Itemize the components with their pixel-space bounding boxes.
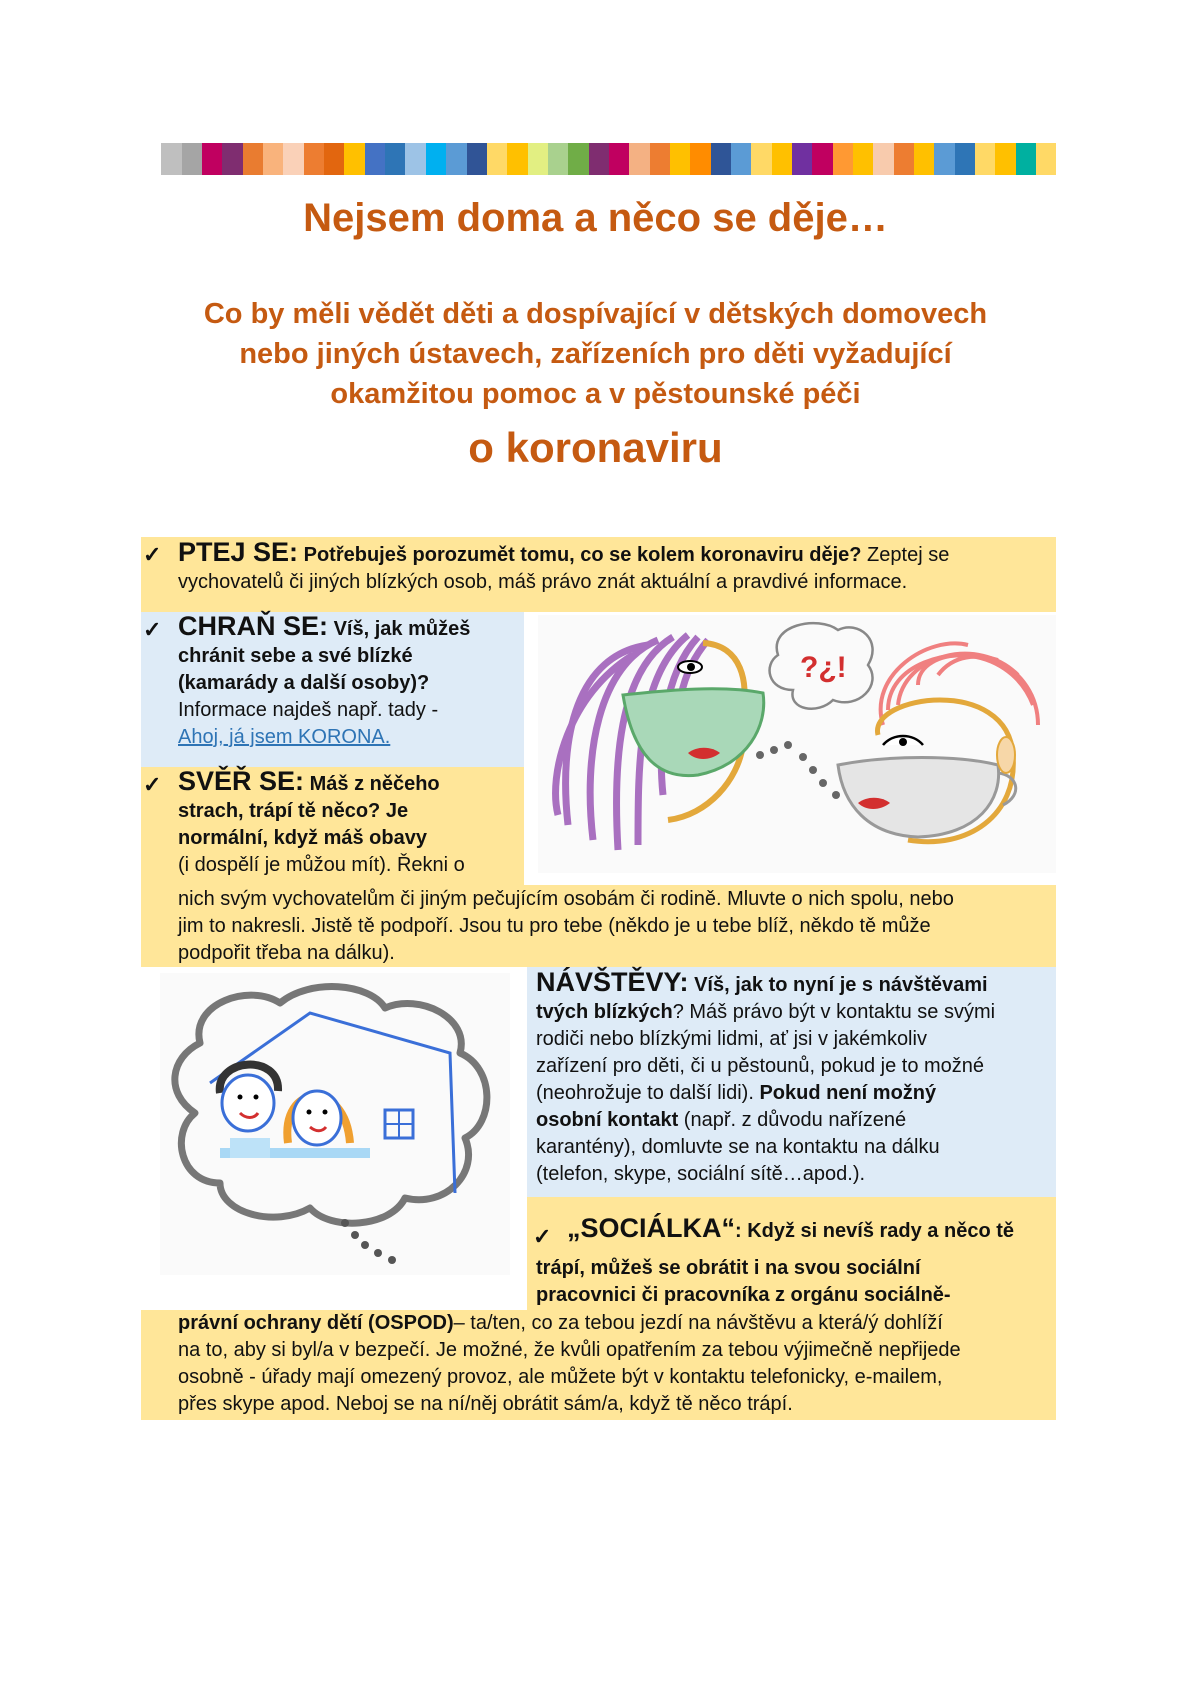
socialka-b4: právní ochrany dětí (OSPOD) [178, 1312, 454, 1334]
stripe-segment [222, 143, 242, 175]
stripe-segment [955, 143, 975, 175]
stripe-segment [914, 143, 934, 175]
navstevy-l5: (neohrožuje to další lidi). [536, 1082, 760, 1104]
sver-se-text [178, 768, 518, 879]
stripe-segment [690, 143, 710, 175]
socialka-b2: trápí, můžeš se obrátit i na svou sociální [536, 1257, 921, 1279]
check-icon: ✓ [143, 617, 162, 642]
stripe-segment [975, 143, 995, 175]
stripe-segment [812, 143, 832, 175]
chran-se-heading: CHRAŇ SE: [178, 611, 329, 641]
check-icon: ✓ [143, 542, 162, 567]
stripe-segment [202, 143, 222, 175]
masked-faces-illustration [538, 615, 1056, 873]
socialka-text-wide [178, 1310, 1058, 1418]
stripe-segment [1036, 143, 1056, 175]
ptej-se-question: Potřebuješ porozumět tomu, co se kolem koronaviru děje? [303, 544, 862, 566]
stripe-segment [589, 143, 609, 175]
navstevy-l7: karantény), domluvte se na kontaktu na dálku [536, 1136, 940, 1158]
subtitle-line: Co by měli vědět děti a dospívající v dětských domovech [203, 298, 988, 330]
navstevy-l5b: Pokud není možný [759, 1082, 937, 1104]
ptej-se-text1: Zeptej se [861, 544, 950, 566]
stripe-segment [772, 143, 792, 175]
stripe-segment [304, 143, 324, 175]
color-stripe [141, 143, 1077, 175]
socialka-text [567, 1215, 1062, 1245]
sver-se-bold3: normální, když máš obavy [178, 827, 427, 849]
stripe-segment [731, 143, 751, 175]
stripe-segment [528, 143, 548, 175]
navstevy-l2: ? Máš právo být v kontaktu se svými [672, 1001, 996, 1023]
stripe-segment [161, 143, 181, 175]
stripe-segment [568, 143, 588, 175]
stripe-segment [426, 143, 446, 175]
navstevy-l4: zařízení pro děti, či u pěstounů, pokud je to možné [536, 1055, 985, 1077]
sver-se-text-wide [178, 886, 1058, 967]
page-subtitle [100, 294, 1091, 414]
navstevy-l2b: tvých blízkých [536, 1001, 673, 1023]
chran-se-info: Informace najdeš např. tady - [178, 699, 439, 721]
stripe-segment [609, 143, 629, 175]
subtitle-line: okamžitou pomoc a v pěstounské péči [330, 378, 861, 410]
sver-se-text3: jim to nakresli. Jistě tě podpoří. Jsou tu pro tebe (někdo je u tebe blíž, někdo tě může [178, 915, 931, 937]
stripe-segment [670, 143, 690, 175]
chran-se-bold1: Víš, jak můžeš [333, 618, 471, 640]
stripe-segment [833, 143, 853, 175]
family-house-illustration [160, 973, 510, 1275]
stripe-segment [853, 143, 873, 175]
korona-link[interactable]: Ahoj, já jsem KORONA. [178, 726, 391, 748]
page-title: Nejsem doma a něco se děje… [303, 196, 888, 240]
sver-se-heading: SVĚŘ SE: [178, 766, 305, 796]
stripe-segment [141, 143, 161, 175]
socialka-heading: „SOCIÁLKA“ [567, 1213, 735, 1243]
chran-se-bold3: (kamarády a další osoby)? [178, 672, 430, 694]
stripe-segment [934, 143, 954, 175]
chran-se-bold2: chránit sebe a své blízké [178, 645, 413, 667]
sver-se-text1: (i dospělí je můžou mít). Řekni o [178, 854, 465, 876]
stripe-segment [629, 143, 649, 175]
stripe-segment [467, 143, 487, 175]
socialka-t5: na to, aby si byl/a v bezpečí. Je možné, že kvůli opatřením za tebou výjimečně nepřijede [178, 1339, 961, 1361]
socialka-t6: osobně - úřady mají omezený provoz, ale můžete být v kontaktu telefonicky, e-mailem, [178, 1366, 943, 1388]
navstevy-heading: NÁVŠTĚVY: [536, 967, 689, 997]
navstevy-text [536, 969, 1056, 1188]
stripe-segment [548, 143, 568, 175]
ptej-se-heading: PTEJ SE: [178, 537, 299, 567]
stripe-segment [324, 143, 344, 175]
stripe-segment [995, 143, 1015, 175]
stripe-segment [711, 143, 731, 175]
thought-symbols: ?¿! [800, 651, 847, 684]
socialka-b3: pracovnici či pracovníka z orgánu sociálně- [536, 1284, 951, 1306]
socialka-t7: přes skype apod. Neboj se na ní/něj obrátit sám/a, když tě něco trápí. [178, 1393, 793, 1415]
navstevy-l1: Víš, jak to nyní je s návštěvami [694, 974, 988, 996]
stripe-segment [487, 143, 507, 175]
check-icon: ✓ [143, 772, 162, 797]
stripe-segment [792, 143, 812, 175]
socialka-b1: : Když si nevíš rady a něco tě [735, 1220, 1014, 1242]
stripe-segment [263, 143, 283, 175]
sver-se-text2: nich svým vychovatelům či jiným pečujícím osobám či rodině. Mluvte o nich spolu, nebo [178, 888, 954, 910]
stripe-segment [1016, 143, 1036, 175]
chran-se-text [178, 613, 518, 751]
subtitle-line: nebo jiných ústavech, zařízeních pro děti vyžadující [239, 338, 952, 370]
sver-se-text4: podpořit třeba na dálku). [178, 942, 395, 964]
navstevy-l6: (např. z důvodu nařízené [678, 1109, 907, 1131]
stripe-segment [873, 143, 893, 175]
navstevy-l3: rodiči nebo blízkými lidmi, ať jsi v jakémkoliv [536, 1028, 927, 1050]
check-icon: ✓ [533, 1224, 552, 1249]
stripe-segment [385, 143, 405, 175]
stripe-segment [283, 143, 303, 175]
navstevy-l6b: osobní kontakt [536, 1109, 679, 1131]
socialka-text-2 [536, 1255, 1056, 1309]
stripe-segment [243, 143, 263, 175]
sver-se-bold1: Máš z něčeho [309, 773, 440, 795]
navstevy-l8: (telefon, skype, sociální sítě…apod.). [536, 1163, 866, 1185]
stripe-segment [650, 143, 670, 175]
sver-se-bold2: strach, trápí tě něco? Je [178, 800, 409, 822]
stripe-segment [405, 143, 425, 175]
ptej-se-text [178, 539, 1058, 596]
stripe-segment [344, 143, 364, 175]
stripe-segment [894, 143, 914, 175]
stripe-segment [182, 143, 202, 175]
stripe-segment [507, 143, 527, 175]
ptej-se-text2: vychovatelů či jiných blízkých osob, máš právo znát aktuální a pravdivé informace. [178, 571, 908, 593]
socialka-t4: – ta/ten, co za tebou jezdí na návštěvu a která/ý dohlíží [453, 1312, 943, 1334]
subtitle-topic: o koronaviru [468, 424, 723, 471]
stripe-segment [751, 143, 771, 175]
stripe-segment [365, 143, 385, 175]
stripe-segment [1056, 143, 1076, 175]
stripe-segment [446, 143, 466, 175]
